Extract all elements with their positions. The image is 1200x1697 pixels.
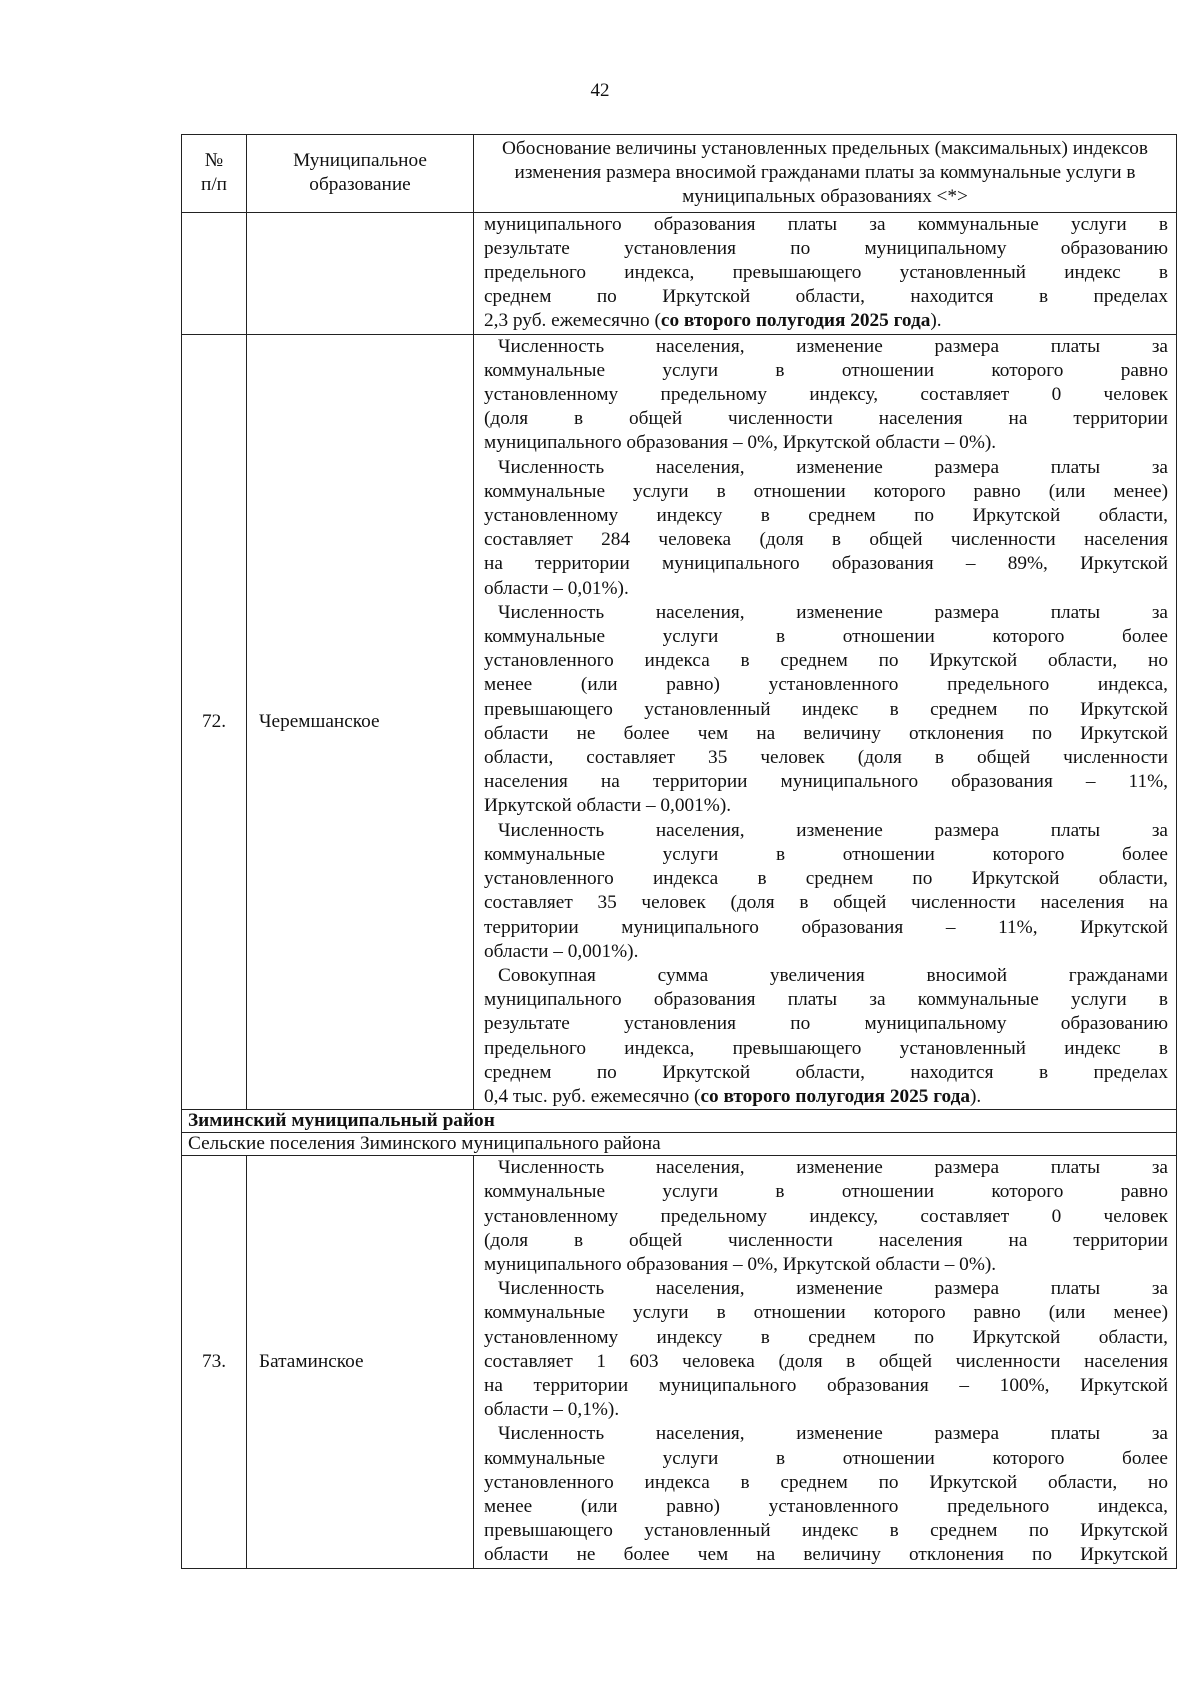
text-line: Иркутской области – 0,001%). (484, 795, 732, 817)
text-line: муниципального образования платы за коммунальные услуги в (484, 213, 1168, 235)
header-justification: Обоснование величины установленных предельных (максимальных) индексов изменения размера вносимой гражданами платы за коммунальные услуги в муниципальных образованиях <*> (474, 135, 1177, 213)
settlements-heading: Сельские поселения Зиминского муниципального района (182, 1133, 1177, 1156)
page-number: 42 (590, 80, 610, 101)
text-line: Численность населения, изменение размера платы за (498, 1157, 1168, 1179)
text-line: Численность населения, изменение размера платы за (498, 1423, 1168, 1445)
text-line: составляет 35 человек (доля в общей численности населения на (484, 892, 1168, 914)
text-line: результате установления по муниципальному образованию (484, 237, 1168, 259)
text-line: муниципального образования – 0%, Иркутской области – 0%). (484, 1253, 997, 1275)
text-line: составляет 1 603 человека (доля в общей численности населения (484, 1350, 1168, 1372)
row-justification (474, 1156, 1177, 1568)
text-line: предельного индекса, превышающего установленный индекс в (484, 262, 1168, 284)
text-line: области – 0,1%). (484, 1399, 620, 1421)
text-line: установленного индекса в среднем по Иркутской области, но (484, 650, 1168, 672)
text-line: Численность населения, изменение размера платы за (498, 456, 1168, 478)
row-number: 73. (182, 1156, 247, 1568)
text-line: установленному предельному индексу, составляет 0 человек (484, 384, 1168, 406)
header-municipality: Муниципальное образование (247, 135, 474, 213)
text-line: коммунальные услуги в отношении которого более (484, 626, 1168, 648)
text-line: менее (или равно) установленного предельного индекса, (484, 674, 1168, 696)
text-line: Численность населения, изменение размера платы за (498, 819, 1168, 841)
text-line: результате установления по муниципальному образованию (484, 1013, 1168, 1035)
header-number: № п/п (182, 135, 247, 213)
text-line: установленного индекса в среднем по Иркутской области, но (484, 1471, 1168, 1493)
text-line: менее (или равно) установленного предельного индекса, (484, 1495, 1168, 1517)
text-line: на территории муниципального образования – 100%, Иркутской (484, 1374, 1168, 1396)
text-line: области не более чем на величину отклонения по Иркутской (484, 1544, 1168, 1566)
emphasis-period: со второго полугодия 2025 года (700, 1085, 970, 1107)
text-line: коммунальные услуги в отношении которого равно (484, 1181, 1168, 1203)
text-line: муниципального образования платы за коммунальные услуги в (484, 989, 1168, 1011)
district-heading-row (182, 1110, 1177, 1133)
text-line: установленному индексу в среднем по Иркутской области, (484, 505, 1168, 527)
text-line: коммунальные услуги в отношении которого равно (484, 359, 1168, 381)
table-header-row (182, 135, 1177, 213)
table-row (182, 334, 1177, 1110)
continuation-name-cell (247, 212, 474, 334)
settlements-heading-row (182, 1133, 1177, 1156)
text-line: области, составляет 35 человек (доля в общей численности (484, 747, 1168, 769)
text-line: Численность населения, изменение размера платы за (498, 1278, 1168, 1300)
text-line: 0,4 тыс. руб. ежемесячно (со второго полугодия 2025 года). (484, 1085, 982, 1107)
text-line: среднем по Иркутской области, находится в пределах (484, 286, 1168, 308)
text-line: на территории муниципального образования – 89%, Иркутской (484, 553, 1168, 575)
row-number: 72. (182, 334, 247, 1110)
text-line: (доля в общей численности населения на территории (484, 1229, 1168, 1251)
text-line: составляет 284 человека (доля в общей численности населения (484, 529, 1168, 551)
continuation-text-cell (474, 212, 1177, 334)
table-row-continuation (182, 212, 1177, 334)
text-line: установленного индекса в среднем по Иркутской области, (484, 868, 1168, 890)
text-line: Численность населения, изменение размера платы за (498, 601, 1168, 623)
text-line: области – 0,01%). (484, 577, 629, 599)
justification-table (181, 134, 1177, 1569)
text-line: коммунальные услуги в отношении которого более (484, 843, 1168, 865)
text-line: превышающего установленный индекс в среднем по Иркутской (484, 1520, 1168, 1542)
table-row (182, 1156, 1177, 1568)
emphasis-period: со второго полугодия 2025 года (660, 310, 931, 332)
text-line: коммунальные услуги в отношении которого равно (или менее) (484, 1302, 1168, 1324)
text-line: Численность населения, изменение размера платы за (498, 335, 1168, 357)
text-line: муниципального образования – 0%, Иркутской области – 0%). (484, 432, 997, 454)
district-heading: Зиминский муниципальный район (182, 1110, 1177, 1133)
text-line: превышающего установленный индекс в среднем по Иркутской (484, 698, 1168, 720)
row-municipality: Черемшанское (247, 334, 474, 1110)
text-line: коммунальные услуги в отношении которого равно (или менее) (484, 480, 1168, 502)
row-justification (474, 334, 1177, 1110)
text-line: среднем по Иркутской области, находится в пределах (484, 1061, 1168, 1083)
continuation-number-cell (182, 212, 247, 334)
text-line: установленному индексу в среднем по Иркутской области, (484, 1326, 1168, 1348)
text-line: (доля в общей численности населения на территории (484, 408, 1168, 430)
text-line: 2,3 руб. ежемесячно (со второго полугодия 2025 года). (484, 310, 942, 332)
text-line: предельного индекса, превышающего установленный индекс в (484, 1037, 1168, 1059)
text-line: области не более чем на величину отклонения по Иркутской (484, 722, 1168, 744)
text-line: населения на территории муниципального образования – 11%, (484, 771, 1168, 793)
text-line: территории муниципального образования – 11%, Иркутской (484, 916, 1168, 938)
text-line: области – 0,001%). (484, 940, 639, 962)
row-municipality: Батаминское (247, 1156, 474, 1568)
text-line: Совокупная сумма увеличения вносимой гражданами (498, 964, 1168, 986)
text-line: установленному предельному индексу, составляет 0 человек (484, 1205, 1168, 1227)
text-line: коммунальные услуги в отношении которого более (484, 1447, 1168, 1469)
